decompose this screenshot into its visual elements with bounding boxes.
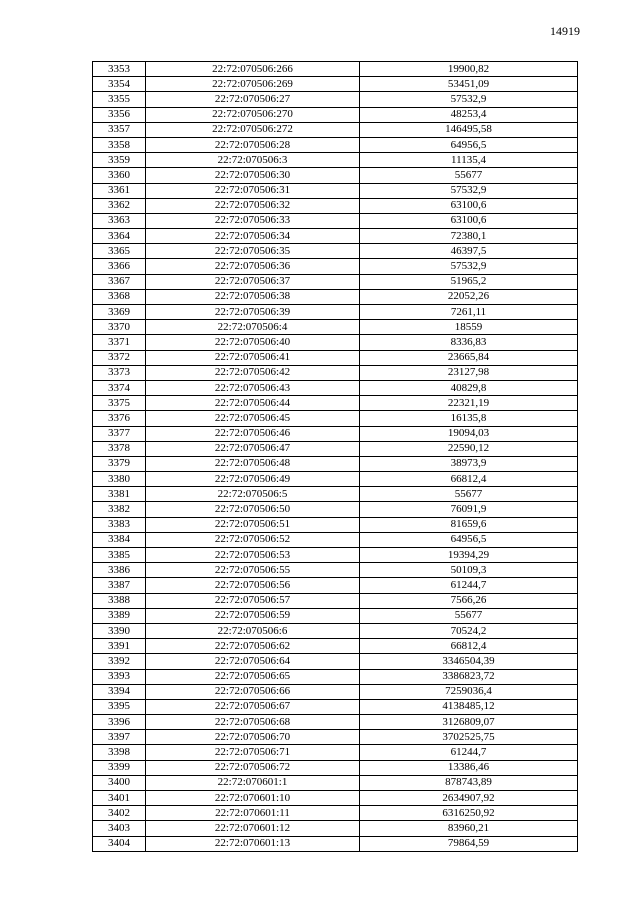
value-cell: 3386823,72 xyxy=(360,669,578,684)
row-number-cell: 3355 xyxy=(93,92,146,107)
cadastral-number-cell: 22:72:070506:68 xyxy=(146,715,360,730)
table-row xyxy=(93,730,578,745)
row-number-cell: 3373 xyxy=(93,365,146,380)
cadastral-number-cell: 22:72:070506:57 xyxy=(146,593,360,608)
cadastral-number-cell: 22:72:070506:52 xyxy=(146,532,360,547)
row-number-cell: 3390 xyxy=(93,623,146,638)
table-row xyxy=(93,305,578,320)
value-cell: 7261,11 xyxy=(360,305,578,320)
cadastral-number-cell: 22:72:070506:272 xyxy=(146,122,360,137)
table-row xyxy=(93,639,578,654)
cadastral-number-cell: 22:72:070506:3 xyxy=(146,153,360,168)
value-cell: 66812,4 xyxy=(360,639,578,654)
table-row xyxy=(93,684,578,699)
cadastral-number-cell: 22:72:070506:6 xyxy=(146,623,360,638)
row-number-cell: 3379 xyxy=(93,456,146,471)
cadastral-number-cell: 22:72:070506:42 xyxy=(146,365,360,380)
row-number-cell: 3404 xyxy=(93,836,146,851)
row-number-cell: 3400 xyxy=(93,775,146,790)
value-cell: 63100,6 xyxy=(360,198,578,213)
value-cell: 61244,7 xyxy=(360,745,578,760)
cadastral-number-cell: 22:72:070506:62 xyxy=(146,639,360,654)
table-row xyxy=(93,244,578,259)
row-number-cell: 3395 xyxy=(93,699,146,714)
table-row xyxy=(93,122,578,137)
table-row xyxy=(93,380,578,395)
row-number-cell: 3353 xyxy=(93,62,146,77)
cadastral-number-cell: 22:72:070506:49 xyxy=(146,472,360,487)
cadastral-number-cell: 22:72:070506:47 xyxy=(146,441,360,456)
cadastral-number-cell: 22:72:070506:266 xyxy=(146,62,360,77)
cadastral-number-cell: 22:72:070506:27 xyxy=(146,92,360,107)
table-row xyxy=(93,669,578,684)
row-number-cell: 3358 xyxy=(93,137,146,152)
value-cell: 38973,9 xyxy=(360,456,578,471)
table-row xyxy=(93,77,578,92)
value-cell: 64956,5 xyxy=(360,532,578,547)
table-row xyxy=(93,745,578,760)
table-row xyxy=(93,517,578,532)
value-cell: 8336,83 xyxy=(360,335,578,350)
table-row xyxy=(93,821,578,836)
row-number-cell: 3378 xyxy=(93,441,146,456)
row-number-cell: 3393 xyxy=(93,669,146,684)
cadastral-number-cell: 22:72:070506:46 xyxy=(146,426,360,441)
cadastral-number-cell: 22:72:070506:34 xyxy=(146,229,360,244)
cadastral-number-cell: 22:72:070506:269 xyxy=(146,77,360,92)
value-cell: 48253,4 xyxy=(360,107,578,122)
table-row xyxy=(93,472,578,487)
value-cell: 3346504,39 xyxy=(360,654,578,669)
table-row xyxy=(93,259,578,274)
cadastral-number-cell: 22:72:070506:32 xyxy=(146,198,360,213)
cadastral-number-cell: 22:72:070506:31 xyxy=(146,183,360,198)
table-row xyxy=(93,441,578,456)
row-number-cell: 3382 xyxy=(93,502,146,517)
table-row xyxy=(93,320,578,335)
cadastral-number-cell: 22:72:070506:39 xyxy=(146,305,360,320)
cadastral-number-cell: 22:72:070601:1 xyxy=(146,775,360,790)
table-row xyxy=(93,760,578,775)
value-cell: 55677 xyxy=(360,168,578,183)
cadastral-number-cell: 22:72:070506:55 xyxy=(146,563,360,578)
table-row xyxy=(93,654,578,669)
row-number-cell: 3363 xyxy=(93,213,146,228)
table-row xyxy=(93,532,578,547)
page-number: 14919 xyxy=(550,24,580,38)
value-cell: 18559 xyxy=(360,320,578,335)
table-row xyxy=(93,137,578,152)
cadastral-number-cell: 22:72:070506:44 xyxy=(146,396,360,411)
cadastral-number-cell: 22:72:070506:40 xyxy=(146,335,360,350)
cadastral-number-cell: 22:72:070506:41 xyxy=(146,350,360,365)
cadastral-number-cell: 22:72:070506:71 xyxy=(146,745,360,760)
value-cell: 3702525,75 xyxy=(360,730,578,745)
value-cell: 57532,9 xyxy=(360,259,578,274)
row-number-cell: 3368 xyxy=(93,289,146,304)
value-cell: 72380,1 xyxy=(360,229,578,244)
table-row xyxy=(93,335,578,350)
value-cell: 23127,98 xyxy=(360,365,578,380)
row-number-cell: 3401 xyxy=(93,791,146,806)
table-row xyxy=(93,198,578,213)
cadastral-number-cell: 22:72:070506:51 xyxy=(146,517,360,532)
value-cell: 16135,8 xyxy=(360,411,578,426)
row-number-cell: 3369 xyxy=(93,305,146,320)
value-cell: 81659,6 xyxy=(360,517,578,532)
table-row xyxy=(93,487,578,502)
row-number-cell: 3402 xyxy=(93,806,146,821)
row-number-cell: 3380 xyxy=(93,472,146,487)
value-cell: 83960,21 xyxy=(360,821,578,836)
row-number-cell: 3359 xyxy=(93,153,146,168)
cadastral-number-cell: 22:72:070506:38 xyxy=(146,289,360,304)
cadastral-number-cell: 22:72:070506:37 xyxy=(146,274,360,289)
row-number-cell: 3367 xyxy=(93,274,146,289)
row-number-cell: 3389 xyxy=(93,608,146,623)
row-number-cell: 3361 xyxy=(93,183,146,198)
table-body xyxy=(93,62,578,852)
table-row xyxy=(93,365,578,380)
row-number-cell: 3371 xyxy=(93,335,146,350)
value-cell: 66812,4 xyxy=(360,472,578,487)
row-number-cell: 3362 xyxy=(93,198,146,213)
value-cell: 7259036,4 xyxy=(360,684,578,699)
value-cell: 40829,8 xyxy=(360,380,578,395)
table-row xyxy=(93,396,578,411)
table-row xyxy=(93,791,578,806)
value-cell: 22052,26 xyxy=(360,289,578,304)
value-cell: 13386,46 xyxy=(360,760,578,775)
table-row xyxy=(93,563,578,578)
value-cell: 3126809,07 xyxy=(360,715,578,730)
value-cell: 2634907,92 xyxy=(360,791,578,806)
row-number-cell: 3396 xyxy=(93,715,146,730)
cadastral-number-cell: 22:72:070506:72 xyxy=(146,760,360,775)
row-number-cell: 3394 xyxy=(93,684,146,699)
value-cell: 4138485,12 xyxy=(360,699,578,714)
cadastral-number-cell: 22:72:070601:10 xyxy=(146,791,360,806)
cadastral-number-cell: 22:72:070506:59 xyxy=(146,608,360,623)
row-number-cell: 3366 xyxy=(93,259,146,274)
row-number-cell: 3356 xyxy=(93,107,146,122)
table-row xyxy=(93,456,578,471)
cadastral-number-cell: 22:72:070506:70 xyxy=(146,730,360,745)
table-row xyxy=(93,350,578,365)
row-number-cell: 3376 xyxy=(93,411,146,426)
row-number-cell: 3403 xyxy=(93,821,146,836)
cadastral-number-cell: 22:72:070506:45 xyxy=(146,411,360,426)
row-number-cell: 3354 xyxy=(93,77,146,92)
table-row xyxy=(93,168,578,183)
table-row xyxy=(93,578,578,593)
table-row xyxy=(93,593,578,608)
cadastral-number-cell: 22:72:070506:28 xyxy=(146,137,360,152)
table-row xyxy=(93,548,578,563)
value-cell: 79864,59 xyxy=(360,836,578,851)
row-number-cell: 3364 xyxy=(93,229,146,244)
cadastral-number-cell: 22:72:070506:53 xyxy=(146,548,360,563)
cadastral-number-cell: 22:72:070506:36 xyxy=(146,259,360,274)
row-number-cell: 3375 xyxy=(93,396,146,411)
cadastral-number-cell: 22:72:070506:43 xyxy=(146,380,360,395)
value-cell: 64956,5 xyxy=(360,137,578,152)
table-row xyxy=(93,62,578,77)
table-row xyxy=(93,715,578,730)
value-cell: 7566,26 xyxy=(360,593,578,608)
value-cell: 23665,84 xyxy=(360,350,578,365)
value-cell: 19094,03 xyxy=(360,426,578,441)
row-number-cell: 3383 xyxy=(93,517,146,532)
cadastral-number-cell: 22:72:070506:64 xyxy=(146,654,360,669)
value-cell: 19900,82 xyxy=(360,62,578,77)
value-cell: 63100,6 xyxy=(360,213,578,228)
table-row xyxy=(93,806,578,821)
cadastral-number-cell: 22:72:070601:13 xyxy=(146,836,360,851)
cadastral-number-cell: 22:72:070506:33 xyxy=(146,213,360,228)
row-number-cell: 3381 xyxy=(93,487,146,502)
cadastral-number-cell: 22:72:070506:4 xyxy=(146,320,360,335)
value-cell: 70524,2 xyxy=(360,623,578,638)
value-cell: 76091,9 xyxy=(360,502,578,517)
row-number-cell: 3377 xyxy=(93,426,146,441)
row-number-cell: 3386 xyxy=(93,563,146,578)
table-row xyxy=(93,92,578,107)
value-cell: 22321,19 xyxy=(360,396,578,411)
value-cell: 57532,9 xyxy=(360,92,578,107)
value-cell: 50109,3 xyxy=(360,563,578,578)
cadastral-number-cell: 22:72:070506:5 xyxy=(146,487,360,502)
cadastral-number-cell: 22:72:070506:48 xyxy=(146,456,360,471)
value-cell: 46397,5 xyxy=(360,244,578,259)
cadastral-value-table xyxy=(92,61,578,852)
table-row xyxy=(93,183,578,198)
table-row xyxy=(93,213,578,228)
table-row xyxy=(93,153,578,168)
row-number-cell: 3384 xyxy=(93,532,146,547)
value-cell: 22590,12 xyxy=(360,441,578,456)
table-row xyxy=(93,411,578,426)
row-number-cell: 3360 xyxy=(93,168,146,183)
table-row xyxy=(93,775,578,790)
table-row xyxy=(93,836,578,851)
cadastral-number-cell: 22:72:070506:66 xyxy=(146,684,360,699)
table-row xyxy=(93,699,578,714)
cadastral-number-cell: 22:72:070506:56 xyxy=(146,578,360,593)
cadastral-number-cell: 22:72:070506:67 xyxy=(146,699,360,714)
row-number-cell: 3357 xyxy=(93,122,146,137)
row-number-cell: 3398 xyxy=(93,745,146,760)
row-number-cell: 3370 xyxy=(93,320,146,335)
value-cell: 11135,4 xyxy=(360,153,578,168)
table-row xyxy=(93,608,578,623)
row-number-cell: 3388 xyxy=(93,593,146,608)
value-cell: 61244,7 xyxy=(360,578,578,593)
value-cell: 51965,2 xyxy=(360,274,578,289)
table-row xyxy=(93,289,578,304)
table-row xyxy=(93,274,578,289)
cadastral-number-cell: 22:72:070506:30 xyxy=(146,168,360,183)
table-row xyxy=(93,229,578,244)
table-row xyxy=(93,623,578,638)
cadastral-number-cell: 22:72:070506:65 xyxy=(146,669,360,684)
row-number-cell: 3399 xyxy=(93,760,146,775)
value-cell: 55677 xyxy=(360,487,578,502)
row-number-cell: 3392 xyxy=(93,654,146,669)
row-number-cell: 3397 xyxy=(93,730,146,745)
table-row xyxy=(93,502,578,517)
value-cell: 878743,89 xyxy=(360,775,578,790)
cadastral-number-cell: 22:72:070506:270 xyxy=(146,107,360,122)
row-number-cell: 3374 xyxy=(93,380,146,395)
row-number-cell: 3372 xyxy=(93,350,146,365)
cadastral-number-cell: 22:72:070601:11 xyxy=(146,806,360,821)
row-number-cell: 3387 xyxy=(93,578,146,593)
value-cell: 6316250,92 xyxy=(360,806,578,821)
value-cell: 55677 xyxy=(360,608,578,623)
table-row xyxy=(93,426,578,441)
row-number-cell: 3365 xyxy=(93,244,146,259)
cadastral-number-cell: 22:72:070601:12 xyxy=(146,821,360,836)
row-number-cell: 3391 xyxy=(93,639,146,654)
row-number-cell: 3385 xyxy=(93,548,146,563)
cadastral-number-cell: 22:72:070506:35 xyxy=(146,244,360,259)
value-cell: 19394,29 xyxy=(360,548,578,563)
value-cell: 57532,9 xyxy=(360,183,578,198)
table-row xyxy=(93,107,578,122)
cadastral-number-cell: 22:72:070506:50 xyxy=(146,502,360,517)
value-cell: 146495,58 xyxy=(360,122,578,137)
value-cell: 53451,09 xyxy=(360,77,578,92)
